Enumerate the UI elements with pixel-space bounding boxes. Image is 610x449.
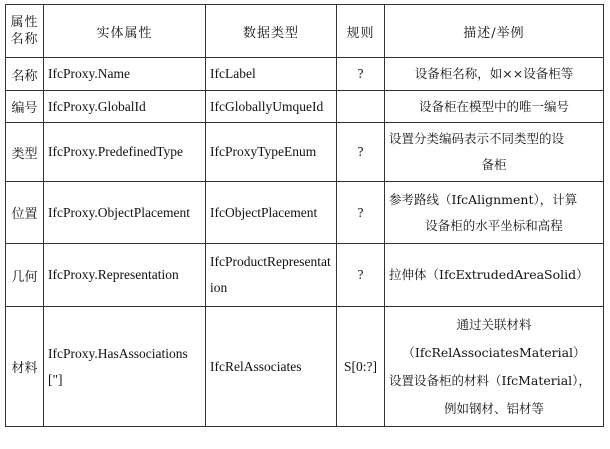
row-rule: ? xyxy=(337,182,385,244)
row-attr-label: 几何 xyxy=(6,244,44,307)
row-entity-attr: IfcProxy.ObjectPlacement xyxy=(44,182,206,244)
table-row xyxy=(6,58,604,91)
description-line: 设备柜的水平坐标和高程 xyxy=(425,217,563,233)
row-entity-attr: IfcProxy.HasAssociations["] xyxy=(44,307,206,427)
row-attr-label: 类型 xyxy=(6,123,44,182)
header-attr-name: 属性名称 xyxy=(6,5,44,58)
header-description: 描述/举例 xyxy=(385,5,604,58)
description-line: 备柜 xyxy=(481,157,507,172)
row-rule: ? xyxy=(337,244,385,307)
row-attr-label: 编号 xyxy=(6,91,44,123)
ifc-attribute-table xyxy=(5,4,604,427)
table-row xyxy=(6,244,604,307)
row-rule xyxy=(337,91,385,123)
row-data-type: IfcObjectPlacement xyxy=(206,182,337,244)
row-description xyxy=(385,182,604,244)
row-attr-label: 材料 xyxy=(6,307,44,427)
header-entity-attr: 实体属性 xyxy=(44,5,206,58)
row-entity-attr: IfcProxy.GlobalId xyxy=(44,91,206,123)
row-data-type: IfcGloballyUmqueId xyxy=(206,91,337,123)
row-data-type: IfcProxyTypeEnum xyxy=(206,123,337,182)
description-line: 设备柜名称，如××设备柜等 xyxy=(414,66,574,81)
row-description xyxy=(385,244,604,307)
row-data-type: IfcRelAssociates xyxy=(206,307,337,427)
row-entity-attr: IfcProxy.Name xyxy=(44,58,206,91)
description-line: 参考路线（IfcAlignment），计算 xyxy=(389,191,578,207)
description-line: 设置分类编码表示不同类型的设 xyxy=(389,131,565,146)
table-row xyxy=(6,123,604,182)
row-description xyxy=(385,123,604,182)
header-data-type: 数据类型 xyxy=(206,5,337,58)
row-rule: S[0:?] xyxy=(337,307,385,427)
description-line: 拉伸体（IfcExtrudedAreaSolid） xyxy=(389,267,589,282)
description-line: 设置设备柜的材料（IfcMaterial）， xyxy=(389,372,591,388)
row-attr-label: 名称 xyxy=(6,58,44,91)
row-description xyxy=(385,58,604,91)
table-row xyxy=(6,182,604,244)
description-line: 例如钢材、铝材等 xyxy=(443,400,544,416)
table-row xyxy=(6,91,604,123)
row-entity-attr: IfcProxy.Representation xyxy=(44,244,206,307)
description-line: 通过关联材料 xyxy=(456,316,532,332)
header-rule: 规则 xyxy=(337,5,385,58)
row-rule: ? xyxy=(337,123,385,182)
description-line: （IfcRelAssociatesMaterial） xyxy=(402,344,586,360)
row-description xyxy=(385,307,604,427)
row-rule: ? xyxy=(337,58,385,91)
row-attr-label: 位置 xyxy=(6,182,44,244)
table-header-row xyxy=(6,5,604,58)
table-row xyxy=(6,307,604,427)
row-description xyxy=(385,91,604,123)
row-entity-attr: IfcProxy.PredefinedType xyxy=(44,123,206,182)
row-data-type: IfcLabel xyxy=(206,58,337,91)
description-line: 设备柜在模型中的唯一编号 xyxy=(418,98,569,114)
row-data-type: IfcProductRepresentation xyxy=(206,244,337,307)
